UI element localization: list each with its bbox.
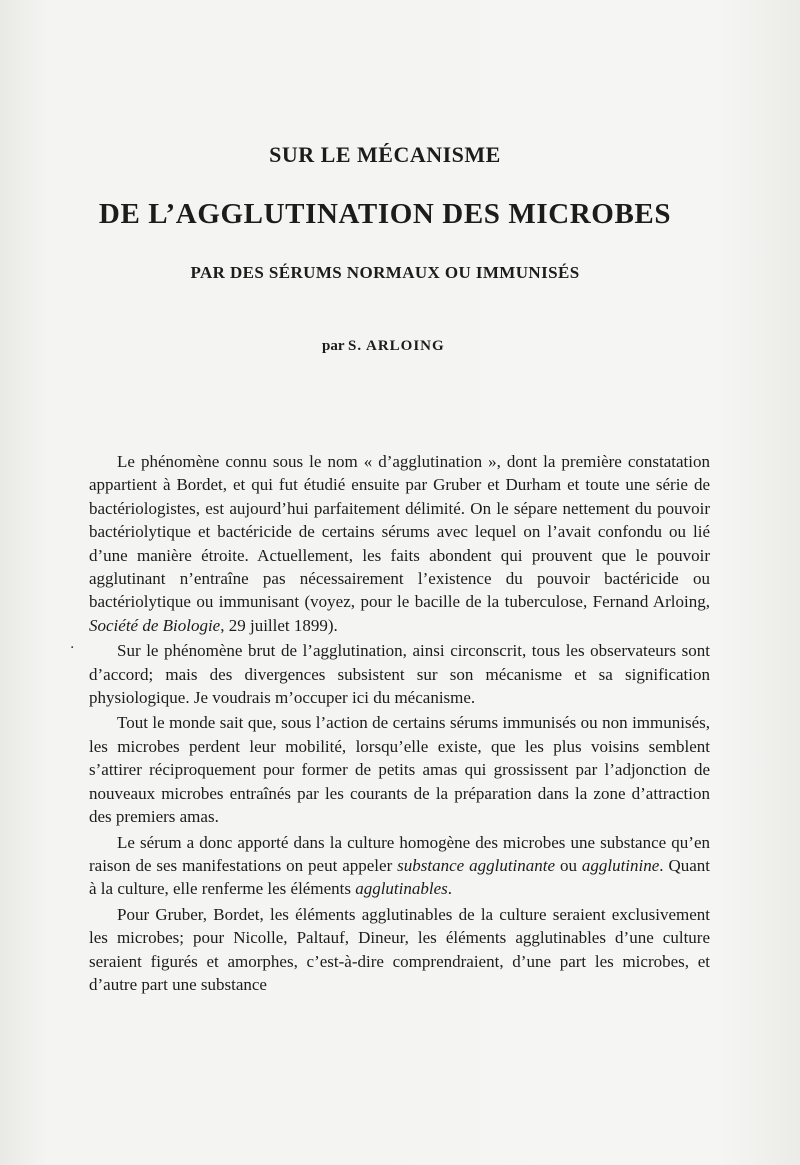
term-agglutinine: agglutinine [581,855,660,875]
author-prefix: par [322,338,345,354]
paragraph-5: Pour Gruber, Bordet, les éléments agglutinables de la culture seraient exclusivement les microbes; pour Nicolle, Paltauf, Dineur, les éléments agglutinables d’une culture seraient figurés et amorphes, c’est-à-dire comprendraient, d’une part les microbes, et d’autre part une substance [89,904,710,994]
bleed-through-text [80,60,720,106]
title-line-3: PAR DES SÉRUMS NORMAUX OU IMMUNISÉS [190,263,580,282]
paragraph-4-text-a: Le sérum a donc apporté dans la culture homogène des microbes une substance qu’en raison de ses manifestations on peut appeler [89,832,710,875]
author-name: S. ARLOING [347,338,445,354]
paragraph-1 [89,450,710,637]
paragraph-3: Tout le monde sait que, sous l’action de certains sérums immunisés ou non immunisés, les microbes perdent leur mobilité, lorsqu’elle existe, que les plus voisins semblent s’attirer réciproquement pour former de petits amas qui grossissent par l’adjonction de nouveaux microbes entraînés par les courants de la préparation dans la zone d’attraction des premiers amas. [89,713,710,827]
paragraph-4-text-b: ou [559,855,577,875]
author-line [322,338,445,355]
term-agglutinables: agglutinables [355,879,448,899]
paragraph-4-text-c: . Quant à la culture, elle renferme les éléments [89,855,710,899]
reference-date: , 29 juillet 1899). [220,615,338,635]
title-line-1: SUR LE MÉCANISME [269,142,501,167]
paragraph-2: Sur le phénomène brut de l’agglutination, ainsi circonscrit, tous les observateurs sont d’accord; mais des divergences subsistent sur son mécanisme et sa signification physiologique. Je voudrais m’occuper ici du mécanisme. [89,641,710,708]
margin-mark: · [70,640,75,656]
paragraph-4 [89,831,710,901]
reference-journal: Société de Biologie [89,615,221,635]
term-substance-agglutinante: substance agglutinante [397,855,556,875]
title-line-2: DE L’AGGLUTINATION DES MICROBES [98,198,672,230]
paragraph-1-text: Le phénomène connu sous le nom « d’agglutination », dont la première constatation appartient à Bordet, et qui fut étudié ensuite par Gruber et Durham et toute une série de bactériologistes, est aujourd’hui parfaitement délimité. On le sépare nettement du pouvoir bactériolytique et bactéricide de certains sérums avec lequel on l’avait confondu ou lié d’une manière étroite. Actuellement, les faits abondent qui prouvent que le pouvoir agglutinant n’entraîne pas nécessairement l’existence du pouvoir bactéricide ou bactériolytique ou immunisant (voyez, pour le bacille de la tuberculose, Fernand Arloing, [89,452,710,612]
article-body [89,450,710,996]
paragraph-4-text-d: . [447,879,453,899]
